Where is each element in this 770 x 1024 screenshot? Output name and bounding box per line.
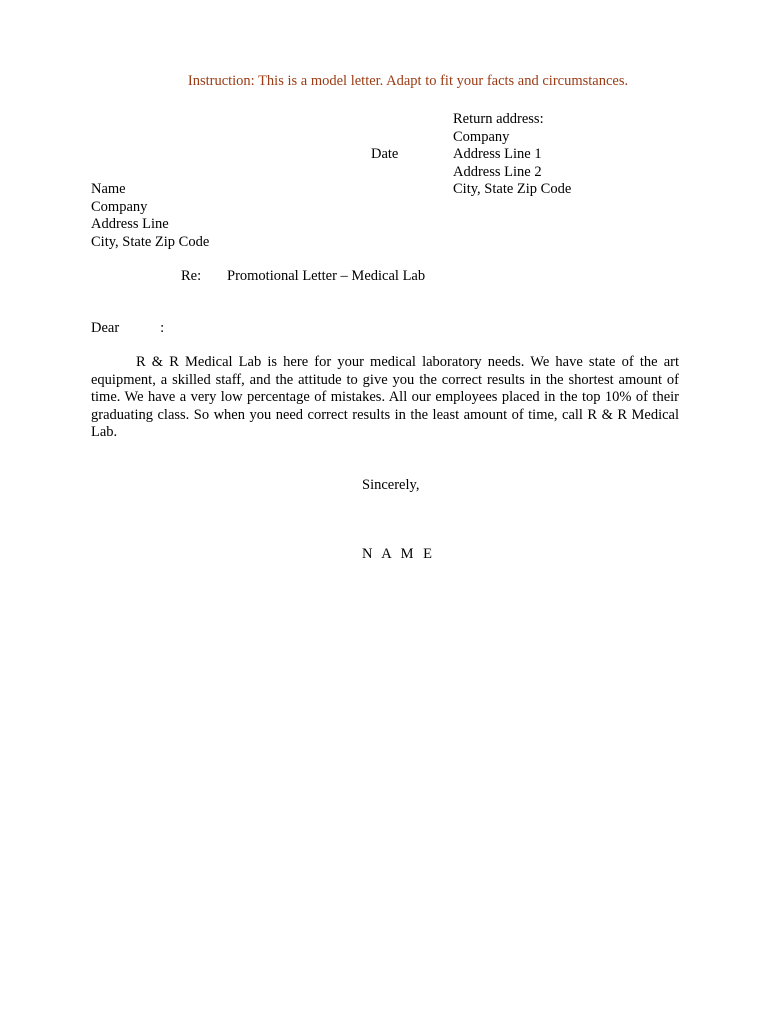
return-address-company: Company — [453, 128, 510, 145]
signature-name: N A M E — [362, 546, 435, 562]
return-address-line2: Address Line 2 — [453, 163, 542, 180]
salutation — [91, 320, 164, 337]
salutation-word: Dear — [91, 320, 120, 336]
re-subject: Promotional Letter – Medical Lab — [227, 268, 426, 284]
letter-body: R & R Medical Lab is here for your medical laboratory needs. We have state of the art equipment, a skilled staff, and the attitude to give you the correct results in the shortest amount of time. We have a very low percentage of mistakes. All our employees placed in the top 10% of their graduating class. So when you need correct results in the least amount of time, call R & R Medical Lab. — [91, 354, 679, 440]
return-address-block — [453, 111, 571, 199]
return-address-heading: Return address: — [453, 111, 544, 127]
closing: Sincerely, — [362, 477, 420, 493]
recipient-company: Company — [91, 198, 148, 215]
letter-date: Date — [371, 146, 399, 162]
return-address-line1: Address Line 1 — [453, 146, 542, 162]
return-address-city: City, State Zip Code — [453, 181, 572, 197]
recipient-address: Address Line — [91, 216, 169, 232]
instruction-note: Instruction: This is a model letter. Adapt to fit your facts and circumstances. — [187, 73, 629, 89]
re-label: Re: — [181, 268, 202, 284]
recipient-name: Name — [91, 181, 126, 197]
recipient-address-block — [91, 181, 209, 251]
salutation-colon: : — [160, 320, 165, 336]
recipient-city: City, State Zip Code — [91, 233, 210, 250]
